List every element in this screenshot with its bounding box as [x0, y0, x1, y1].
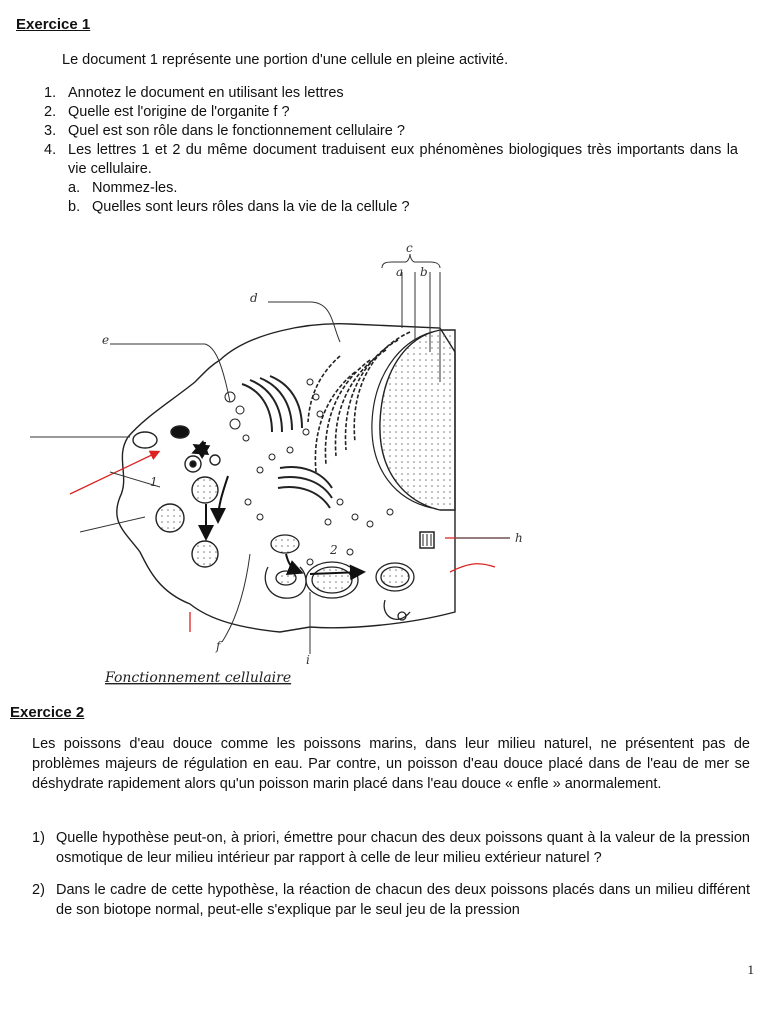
- question-text: Quelle hypothèse peut-on, à priori, émettre pour chacun des deux poissons quant à la valeur de la pression osmotique de leur milieu intérieur par rapport à celle de leur milieu extérieur naturel ?: [56, 830, 750, 866]
- question-number: 4.: [44, 142, 57, 158]
- page-number: 1: [747, 962, 754, 977]
- sub-question-a: [68, 179, 738, 198]
- question-number: 1): [32, 830, 45, 846]
- question-number: 1.: [44, 85, 57, 101]
- label-d: d: [250, 291, 258, 305]
- label-c: c: [406, 241, 413, 255]
- sub-question-text: Nommez-les.: [92, 180, 178, 196]
- question-number: 3.: [44, 123, 57, 139]
- exercise1-questions: [38, 84, 738, 217]
- figure-caption: Fonctionnement cellulaire: [105, 670, 292, 686]
- question-text: Quel est son rôle dans le fonctionnement cellulaire ?: [68, 123, 405, 139]
- cell-diagram: [10, 232, 540, 694]
- question-3: [38, 122, 738, 141]
- brace-c: [382, 254, 440, 268]
- sub-question-b: [68, 198, 738, 217]
- cell-diagram-drawing: [10, 232, 540, 694]
- question-text: Dans le cadre de cette hypothèse, la réaction de chacun des deux poissons placés dans un milieu différent de son biotope normal, peut-elle s'explique par le seul jeu de la pression: [56, 882, 750, 918]
- question-text: Les lettres 1 et 2 du même document traduisent eux phénomènes biologiques très importants dans la vie cellulaire.: [68, 142, 738, 177]
- label-a: a: [396, 265, 404, 279]
- exercise2-title: Exercice 2: [10, 704, 85, 721]
- sub-question-number: a.: [68, 180, 81, 196]
- nucleus: [380, 330, 455, 510]
- question-text: Annotez le document en utilisant les lettres: [68, 85, 344, 101]
- label-e: e: [102, 333, 110, 347]
- question-2: [38, 103, 738, 122]
- sub-questions: [68, 179, 738, 217]
- exercise1-title: Exercice 1: [16, 16, 91, 33]
- question-4: [38, 141, 738, 217]
- secretory-vesicles: [265, 535, 414, 620]
- question-number: 2): [32, 882, 45, 898]
- label-h: h: [515, 531, 523, 545]
- question-1: [32, 828, 750, 868]
- label-i: i: [306, 653, 310, 667]
- label-f: f: [216, 639, 221, 653]
- question-1: [38, 84, 738, 103]
- sub-question-number: b.: [68, 199, 81, 215]
- question-text: Quelle est l'origine de l'organite f ?: [68, 104, 290, 120]
- lysosomes: [133, 426, 220, 567]
- question-2: [32, 880, 750, 920]
- vesicles: [225, 379, 393, 565]
- label-2: 2: [330, 543, 338, 557]
- label-b: b: [420, 265, 428, 279]
- question-number: 2.: [44, 104, 57, 120]
- exercise2-questions: [32, 828, 750, 932]
- exercise2-paragraph: Les poissons d'eau douce comme les poissons marins, dans leur milieu naturel, ne présentent pas de problèmes majeurs de régulation en eau. Par contre, un poisson d'eau douce placé dans de l'eau de mer se déshydrate rapidement alors qu'un poisson marin placé dans l'eau douce « enfle » anormalement.: [32, 736, 750, 792]
- sub-question-text: Quelles sont leurs rôles dans la vie de la cellule ?: [92, 199, 410, 215]
- label-1: 1: [150, 475, 158, 489]
- exercise1-intro: Le document 1 représente une portion d'une cellule en pleine activité.: [62, 52, 509, 68]
